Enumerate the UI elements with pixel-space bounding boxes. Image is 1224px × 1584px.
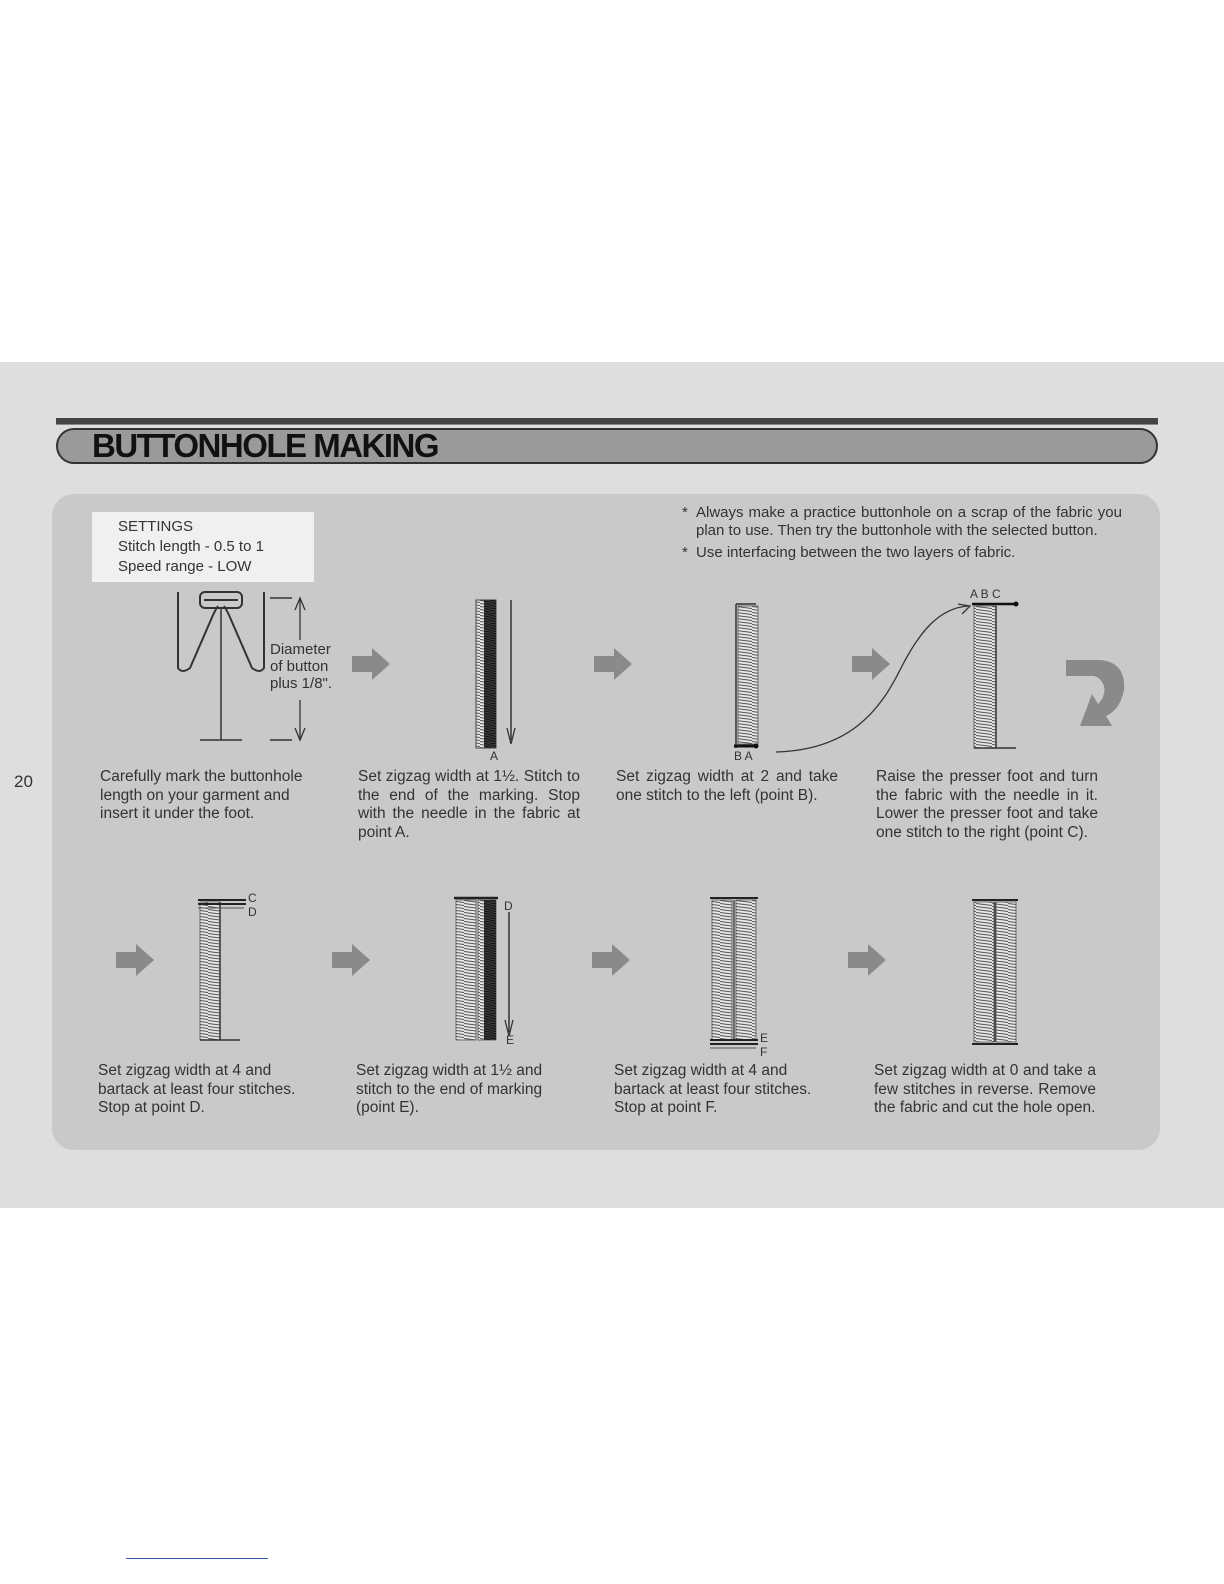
note-marker: * bbox=[682, 544, 688, 561]
step-2-text: Set zigzag width at 1½. Stitch to the end of the marking. Stop with the needle in the fabric at point A. bbox=[358, 768, 580, 841]
step-7-text: Set zigzag width at 4 and bartack at least four stitches. Stop at point F. bbox=[614, 1062, 812, 1116]
point-c-label: C bbox=[248, 891, 257, 905]
note-text: Use interfacing between the two layers of fabric. bbox=[696, 544, 1016, 561]
step-7-figure bbox=[710, 898, 758, 1048]
step-5-figure bbox=[198, 900, 246, 1040]
page-title: BUTTONHOLE MAKING bbox=[92, 427, 439, 464]
step-6-figure bbox=[454, 898, 513, 1040]
right-arrow-icon bbox=[852, 648, 890, 680]
step-4-figure bbox=[972, 602, 1019, 749]
point-f-label: F bbox=[760, 1045, 768, 1059]
step-8-figure bbox=[972, 900, 1018, 1044]
step-3-figure bbox=[734, 604, 759, 749]
footer-rule bbox=[126, 1558, 268, 1559]
point-ba-label: B A bbox=[734, 749, 753, 763]
step-3-text: Set zigzag width at 2 and take one stitch to the left (point B). bbox=[616, 768, 838, 804]
settings-stitch-length: Stitch length - 0.5 to 1 bbox=[118, 538, 264, 555]
step-1-text: Carefully mark the buttonhole length on your garment and insert it under the foot. bbox=[100, 768, 303, 822]
right-arrow-icon bbox=[848, 944, 886, 976]
right-arrow-icon bbox=[592, 944, 630, 976]
note-marker: * bbox=[682, 504, 688, 521]
diameter-label-line-1: Diameter bbox=[270, 641, 331, 658]
point-e-label: E bbox=[506, 1033, 515, 1047]
diameter-label-line-3: plus 1/8". bbox=[270, 675, 333, 692]
right-arrow-icon bbox=[352, 648, 390, 680]
diameter-label-line-2: of button bbox=[270, 658, 329, 675]
step-4-text: Raise the presser foot and turn the fabric with the needle in it. Lower the presser foot and take one stitch to the right (point C). bbox=[876, 768, 1098, 841]
note-text: Always make a practice buttonhole on a scrap of the fabric you plan to use. Then try the buttonhole with the selected button. bbox=[696, 504, 1122, 539]
right-arrow-icon bbox=[116, 944, 154, 976]
settings-speed-range: Speed range - LOW bbox=[118, 558, 252, 575]
turn-arrow-icon bbox=[1066, 660, 1124, 726]
point-e-label: E bbox=[760, 1031, 769, 1045]
page-number: 20 bbox=[14, 772, 33, 791]
step-8-text: Set zigzag width at 0 and take a few stitches in reverse. Remove the fabric and cut the hole open. bbox=[874, 1062, 1096, 1116]
point-abc-label: A B C bbox=[970, 587, 1001, 601]
step-5-text: Set zigzag width at 4 and bartack at least four stitches. Stop at point D. bbox=[98, 1062, 296, 1116]
settings-heading: SETTINGS bbox=[118, 518, 194, 535]
point-d-label: D bbox=[504, 899, 513, 913]
point-a-label: A bbox=[490, 749, 499, 763]
point-d-label: D bbox=[248, 905, 257, 919]
right-arrow-icon bbox=[332, 944, 370, 976]
step-2-figure bbox=[476, 600, 515, 748]
right-arrow-icon bbox=[594, 648, 632, 680]
step-6-text: Set zigzag width at 1½ and stitch to the end of marking (point E). bbox=[356, 1062, 543, 1116]
